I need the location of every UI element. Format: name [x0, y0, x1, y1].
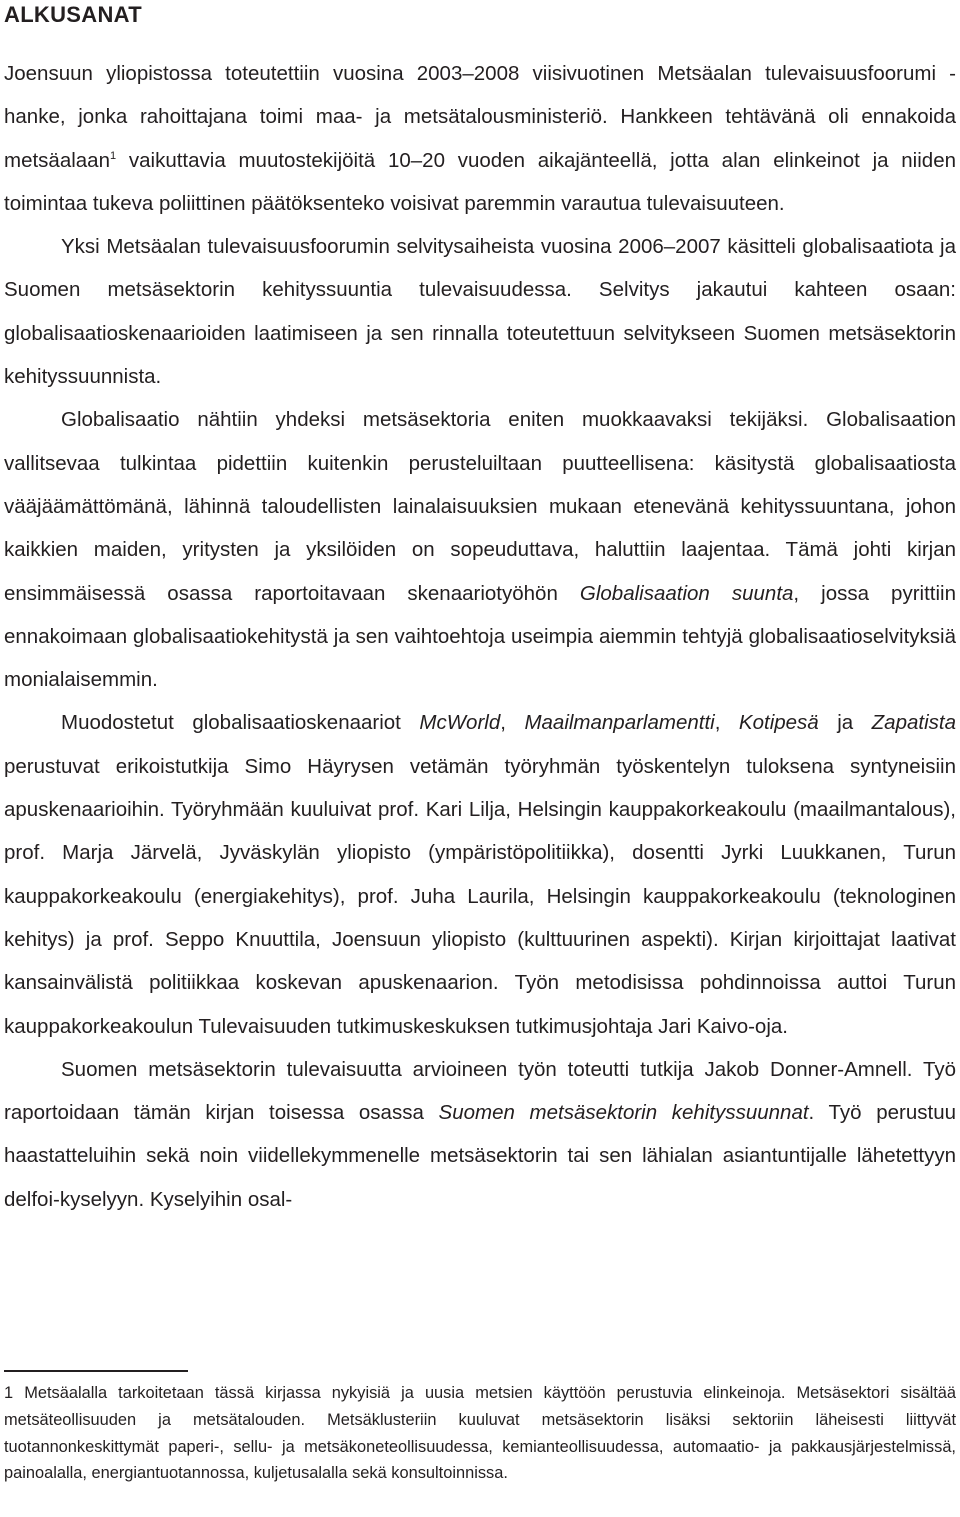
paragraph-4	[4, 701, 956, 1047]
paragraph-3-text-cont: , jossa pyrittiin ennakoimaan globalisaatiokehitystä ja sen vaihtoehtoja useimpia aiemmin tehtyjä globalisaatioselvityksiä monialaisemmin.	[4, 581, 956, 692]
separator: ja	[818, 711, 872, 735]
paragraph-1	[4, 52, 956, 225]
footnote-reference: 1	[109, 149, 117, 162]
scenario-name-maailmanparlamentti: Maailmanparlamentti	[524, 711, 715, 735]
italic-title-globalisaation-suunta: Globalisaation suunta	[579, 581, 794, 605]
paragraph-5-text-cont: . Työ perustuu haastatteluihin sekä noin viidellekymmenelle metsäsektorin tai sen lähialan asiantuntijalle lähetettyyn delfoi-kyselyyn. Kyselyihin osal-	[4, 1101, 956, 1211]
scenario-name-zapatista: Zapatista	[871, 711, 956, 735]
separator: ,	[714, 711, 739, 735]
paragraph-1-text-cont: vaikuttavia muutostekijöitä 10–20 vuoden aikajänteellä, jotta alan elinkeinot ja niiden toimintaa tukeva poliittinen päätöksenteko voisivat paremmin varautua tulevaisuuteen.	[4, 148, 956, 215]
paragraph-3-text: Globalisaatio nähtiin yhdeksi metsäsektoria eniten muokkaavaksi tekijäksi. Globalisaation vallitsevaa tulkintaa pidettiin kuitenkin perusteluiltaan puutteellisena: käsitystä globalisaatiosta vääjäämättömänä, lähinnä taloudellisten lainalaisuuksien mukaan etenevänä kehityssuuntana, johon kaikkien maiden, yritysten ja yksilöiden on sopeuduttava, haluttiin laajentaa. Tämä johti kirjan ensimmäisessä osassa raportoitavaan skenaariotyöhön	[4, 408, 956, 605]
footnote-divider	[4, 1370, 188, 1372]
separator: ,	[500, 711, 525, 735]
body-text	[4, 52, 956, 1221]
paragraph-4-text-cont: perustuvat erikoistutkija Simo Häyrysen vetämän työryhmän työskentelyn tuloksena syntyneisiin apuskenaarioihin. Työryhmään kuuluivat prof. Kari Lilja, Helsingin kauppakorkeakoulu (maailmantalous), prof. Marja Järvelä, Jyväskylän yliopisto (ympäristöpolitiikka), dosentti Jyrki Luukkanen, Turun kauppakorkeakoulu (energiakehitys), prof. Juha Laurila, Helsingin kauppakorkeakoulu (teknologinen kehitys) ja prof. Seppo Knuuttila, Joensuun yliopisto (kulttuurinen aspekti). Kirjan kirjoittajat laativat kansainvälistä politiikkaa koskevan apuskenaarion. Työn metodisissa pohdinnoissa auttoi Turun kauppakorkeakoulun Tulevaisuuden tutkimuskeskuksen tutkimusjohtaja Jari Kaivo-oja.	[4, 754, 956, 1038]
italic-title-metsasektorin-kehityssuunnat: Suomen metsäsektorin kehityssuunnat	[438, 1101, 809, 1125]
footnote	[4, 1380, 956, 1487]
paragraph-5	[4, 1048, 956, 1221]
page-title: ALKUSANAT	[4, 2, 142, 27]
paragraph-3	[4, 398, 956, 701]
scenario-name-mcworld: McWorld	[419, 711, 501, 735]
paragraph-1-text: Joensuun yliopistossa toteutettiin vuosina 2003–2008 viisivuotinen Metsäalan tulevaisuusfoorumi -hanke, jonka rahoittajana toimi maa- ja metsätalousministeriö. Hankkeen tehtävänä oli ennakoida metsäalaan	[4, 62, 956, 172]
paragraph-5-text: Suomen metsäsektorin tulevaisuutta arvioineen työn toteutti tutkija Jakob Donner-Amnell. Työ raportoidaan tämän kirjan toisessa osassa	[4, 1057, 956, 1125]
footnote-text: Metsäalalla tarkoitetaan tässä kirjassa nykyisiä ja uusia metsien käyttöön perustuvia elinkeinoja. Metsäsektori sisältää metsäteollisuuden ja metsätalouden. Metsäklusteriin kuuluvat metsäsektorin lisäksi sektoriin läheisesti liittyvät tuotannonkeskittymät paperi-, sellu- ja metsäkoneteollisuudessa, kemianteollisuudessa, automaatio- ja pakkausjärjestelmissä, painoalalla, energiantuotannossa, kuljetusalalla sekä konsultoinnissa.	[4, 1384, 956, 1483]
paragraph-2: Yksi Metsäalan tulevaisuusfoorumin selvitysaiheista vuosina 2006–2007 käsitteli globalisaatiota ja Suomen metsäsektorin kehityssuuntia tulevaisuudessa. Selvitys jakautui kahteen osaan: globalisaatioskenaarioiden laatimiseen ja sen rinnalla toteutettuun selvitykseen Suomen metsäsektorin kehityssuunnista.	[4, 235, 956, 389]
footnote-number: 1	[4, 1384, 14, 1402]
paragraph-4-text: Muodostetut globalisaatioskenaariot	[61, 711, 420, 735]
document-page	[4, 0, 956, 32]
scenario-name-kotipesa: Kotipesä	[738, 711, 819, 735]
